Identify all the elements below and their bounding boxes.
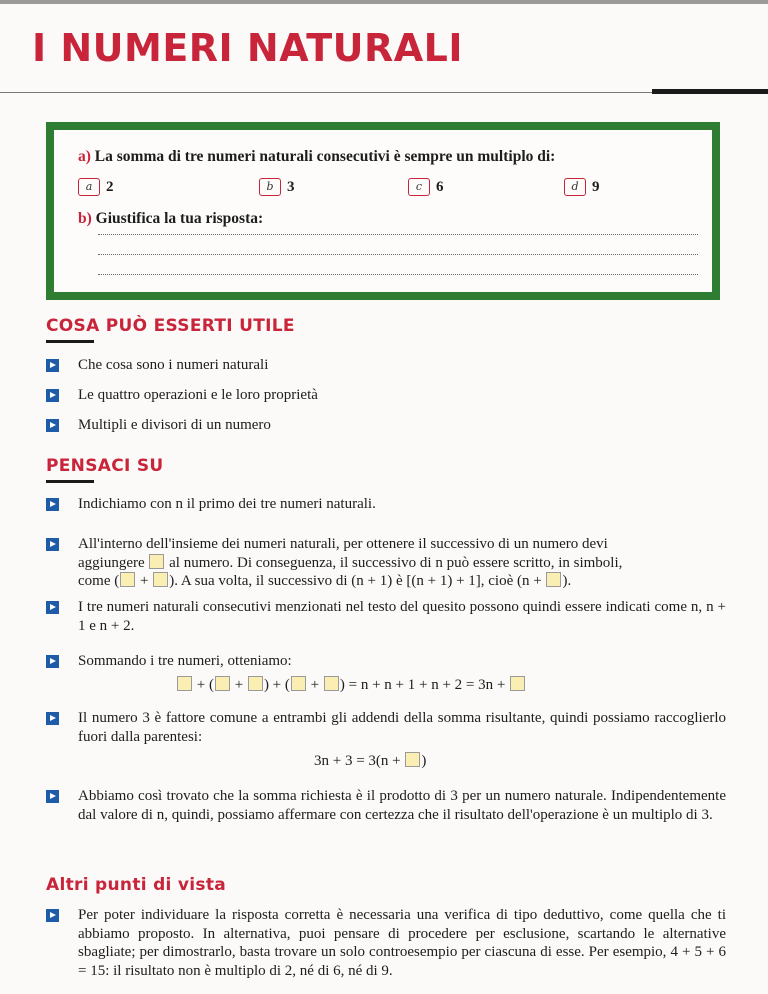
play-icon [46,712,59,725]
play-icon [46,655,59,668]
answer-line-1[interactable] [98,234,698,235]
fill-blank[interactable] [291,676,306,691]
fill-blank[interactable] [149,554,164,569]
fill-blank[interactable] [510,676,525,691]
utile-item: Multipli e divisori di un numero [78,417,271,433]
option-a-checkbox[interactable]: a [78,178,100,196]
utile-item: Le quattro operazioni e le loro proprietà [78,387,318,403]
pensaci-p3: I tre numeri naturali consecutivi menzionati nel testo del quesito possono quindi essere indicati come n, n + 1 e n + 2. [78,599,726,634]
play-icon [46,419,59,432]
section-title-altri: Altri punti di vista [46,875,227,895]
altri-p1: Per poter individuare la risposta corretta è necessaria una verifica di tipo deduttivo, come quella che ti abbiamo proposto. In alternativa, puoi pensare di procedere per esclusione, scartando le alternative sbagliate; per dimostrarlo, basta trovare un solo controesempio per ciascuna di esse. Per esempio, 4 + 5 + 6 = 15: il risultato non è multiplo di 2, né di 6, né di 9. [78,907,726,979]
pensaci-p1: Indichiamo con n il primo dei tre numeri naturali. [78,496,376,512]
page-title: I NUMERI NATURALI [32,26,463,70]
question-b: b) Giustifica la tua risposta: [78,210,264,227]
section-underline [46,340,94,343]
section-title-pensaci: PENSACI SU [46,456,164,476]
fill-blank[interactable] [120,572,135,587]
pensaci-p4: Sommando i tre numeri, otteniamo: [78,653,292,669]
fill-blank[interactable] [546,572,561,587]
option-b[interactable]: b 3 [259,178,295,196]
quiz-box [46,122,720,300]
top-border [0,0,768,4]
equation-factor: 3n + 3 = 3(n + ) [314,753,427,769]
answer-line-2[interactable] [98,254,698,255]
fill-blank[interactable] [215,676,230,691]
option-b-checkbox[interactable]: b [259,178,281,196]
title-rule-accent [652,89,768,94]
option-d-checkbox[interactable]: d [564,178,586,196]
fill-blank[interactable] [405,752,420,767]
fill-blank[interactable] [248,676,263,691]
play-icon [46,538,59,551]
play-icon [46,498,59,511]
fill-blank[interactable] [324,676,339,691]
question-a: a) La somma di tre numeri naturali consecutivi è sempre un multiplo di: [78,148,556,165]
pensaci-p6: Abbiamo così trovato che la somma richiesta è il prodotto di 3 per un numero naturale. Indipendentemente dal valore di n, quindi, possiamo affermare con certezza che il risultato dell'operazione è un multiplo di 3. [78,788,726,823]
equation-sum: + ( + ) + ( + ) = n + n + 1 + n + 2 = 3n + [176,676,526,694]
title-rule [0,92,652,93]
section-title-utile: COSA PUÒ ESSERTI UTILE [46,316,295,336]
utile-item: Che cosa sono i numeri naturali [78,357,269,373]
play-icon [46,909,59,922]
play-icon [46,359,59,372]
fill-blank[interactable] [177,676,192,691]
section-underline [46,480,94,483]
option-a[interactable]: a 2 [78,178,114,196]
play-icon [46,389,59,402]
option-d[interactable]: d 9 [564,178,600,196]
option-c-checkbox[interactable]: c [408,178,430,196]
fill-blank[interactable] [153,572,168,587]
pensaci-p5: Il numero 3 è fattore comune a entrambi gli addendi della somma risultante, quindi possiamo raccoglierlo fuori dalla parentesi: [78,710,726,745]
answer-line-3[interactable] [98,274,698,275]
play-icon [46,790,59,803]
option-c[interactable]: c 6 [408,178,444,196]
play-icon [46,601,59,614]
pensaci-p2: All'interno dell'insieme dei numeri naturali, per ottenere il successivo di un numero devi aggiungere al numero. Di conseguenza, il successivo di n può essere scritto, in simboli, come ( + ). A sua volta, il successivo di (n + 1) è [(n + 1) + 1], cioè (n + ). [78,536,623,589]
